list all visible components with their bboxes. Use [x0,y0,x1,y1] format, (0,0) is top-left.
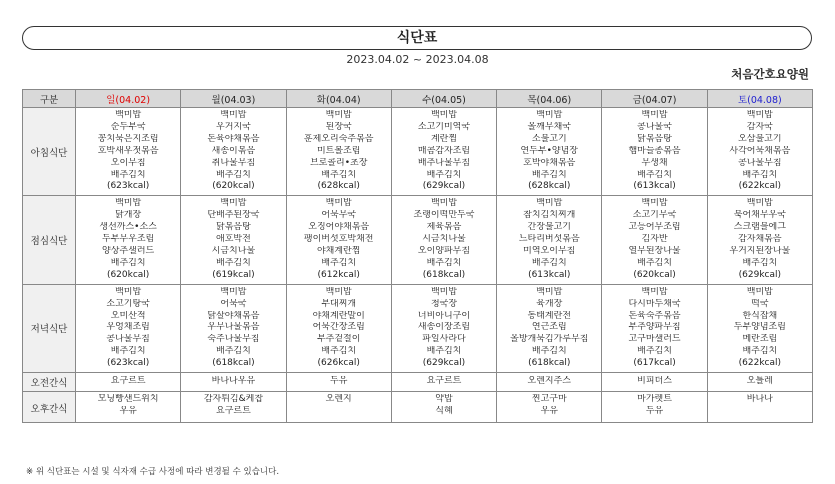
menu-item: 백미밥 [220,198,247,209]
menu-item: 백미밥 [115,110,142,120]
menu-item: 청국장 [430,298,458,309]
menu-item: 고등어무조림 [628,222,681,233]
menu-item: 백미밥 [220,286,247,297]
menu-item: 순두부국 [110,121,146,132]
menu-item: 올방개묵김가루무침 [510,334,589,345]
menu-item: 백미밥 [220,110,247,120]
menu-cell [707,284,812,372]
menu-cell [497,196,602,284]
menu-cell [391,392,496,423]
menu-item: 우유 [119,405,137,416]
menu-cell [391,108,496,196]
menu-item: (617kcal) [633,358,676,369]
menu-item: 오미산적 [110,310,146,321]
menu-cell [497,108,602,196]
menu-item: 취나물무침 [211,157,256,168]
menu-item: 양상추샐러드 [102,245,155,256]
menu-item: 닭개장 [115,210,142,221]
menu-item: 제육볶음 [426,222,462,233]
menu-item: (622kcal) [738,358,782,369]
menu-item: 배추김치 [110,257,146,268]
menu-item: (629kcal) [738,269,782,280]
menu-item: (623kcal) [106,181,150,192]
menu-item: 애호박전 [216,234,251,245]
menu-cell [707,108,812,196]
menu-cell [707,392,812,423]
menu-item: 배추김치 [742,346,778,357]
menu-item: 모닝빵샌드위치 [97,394,159,405]
menu-item: 떡국 [751,298,769,309]
menu-item: (618kcal) [528,358,571,369]
day-header: 화(04.04) [286,90,391,108]
organization-name: 처음간호요양원 [731,67,809,81]
menu-item: (619kcal) [212,269,255,280]
menu-item: 시금치나물 [211,245,256,256]
day-header: 토(04.08) [707,90,812,108]
menu-cell [76,284,181,372]
menu-item: 두유 [645,405,664,416]
menu-item: 요구르트 [110,376,146,387]
menu-item: 생선까스•소스 [99,222,157,233]
menu-item: 우엉채조림 [106,322,150,333]
menu-item: 백미밥 [536,286,563,297]
menu-item: 미트볼조림 [316,145,361,156]
menu-item: 식혜 [435,405,453,416]
menu-item: 배추김치 [216,346,251,357]
menu-cell [602,392,707,423]
menu-cell [181,108,286,196]
menu-cell [181,284,286,372]
menu-item: 돈육야채볶음 [207,133,260,144]
menu-item: 바나나 [746,394,773,405]
menu-cell [497,284,602,372]
menu-item: 콩나물무침 [106,334,150,345]
menu-item: 무생채 [641,157,668,168]
menu-item: 오틀레 [746,376,773,387]
menu-item: 배추김치 [110,346,146,357]
menu-cell [286,108,391,196]
menu-item: (626kcal) [317,358,360,369]
menu-cell [602,108,707,196]
menu-item: 약밥 [435,394,453,405]
menu-cell [602,284,707,372]
menu-cell [602,196,707,284]
menu-item: 부추겉절이 [316,334,361,345]
menu-item: 배추김치 [216,169,251,180]
menu-item: 부추양파무침 [628,322,681,333]
menu-item: 우유 [540,405,558,416]
table-row [23,392,813,423]
menu-item: 백미밥 [115,198,142,209]
menu-item: 오이무침 [110,157,146,168]
menu-item: 계란찜 [430,133,458,144]
menu-item: 간장불고기 [527,222,571,233]
menu-item: 백미밥 [430,286,458,297]
menu-item: 김자반 [641,234,668,245]
menu-cell [497,392,602,423]
menu-cell [181,392,286,423]
menu-item: 배추김치 [637,169,672,180]
menu-item: 브로콜리•초장 [309,157,368,168]
menu-item: (620kcal) [212,181,255,192]
menu-item: 참치김치찌개 [523,210,576,221]
menu-item: 매콤감자조림 [417,145,471,156]
menu-item: 배추김치 [321,257,357,268]
menu-item: 야채계란말이 [312,310,365,321]
menu-item: 오렌지 [325,394,352,405]
menu-item: 배추김치 [110,169,146,180]
menu-item: 백미밥 [641,198,668,209]
menu-cell [391,196,496,284]
menu-item: 백미밥 [746,286,773,297]
menu-item: 한식잡채 [742,310,778,321]
menu-item: 배추김치 [742,257,778,268]
menu-item: (628kcal) [528,181,571,192]
menu-item: 느타리버섯볶음 [518,234,580,245]
menu-item: 백미밥 [536,198,563,209]
menu-item: 다시마두채국 [628,298,681,309]
menu-item: 백미밥 [115,286,142,297]
row-label: 아침식단 [23,108,76,196]
menu-item: 햄마늘종볶음 [628,145,681,156]
menu-item: (629kcal) [422,181,466,192]
menu-item: 호박새우젓볶음 [97,145,159,156]
menu-item: 백미밥 [746,198,773,209]
menu-item: 비피더스 [637,376,672,387]
menu-item: 훈제오리숙주볶음 [303,133,374,144]
table-row [23,373,813,392]
menu-item: 파일사라다 [422,334,466,345]
menu-item: 새송이장조림 [417,322,471,333]
meal-plan-table [22,89,813,423]
menu-item: 감자채볶음 [738,234,782,245]
menu-cell [286,373,391,392]
menu-item: 북어채무우국 [733,210,786,221]
menu-cell [391,284,496,372]
menu-item: 시금치나물 [422,234,466,245]
menu-item: 콩나물무침 [738,157,782,168]
menu-cell [286,284,391,372]
menu-item: 소고기미역국 [417,121,471,132]
menu-item: 어묵간장조림 [312,322,365,333]
menu-item: 사각어묵채볶음 [729,145,791,156]
menu-item: 어묵무국 [321,210,357,221]
menu-item: 배추김치 [426,346,462,357]
menu-item: 백미밥 [325,198,352,209]
menu-item: 배추김치 [531,257,567,268]
menu-item: 두부무우조림 [102,234,155,245]
day-header: 목(04.06) [497,90,602,108]
menu-item: (623kcal) [106,358,150,369]
menu-cell [707,196,812,284]
menu-item: 백미밥 [641,110,668,120]
menu-item: 조랭이떡만두국 [413,210,475,221]
day-header: 일(04.02) [76,90,181,108]
menu-item: (618kcal) [422,269,466,280]
menu-item: (613kcal) [528,269,571,280]
corner-label: 구분 [23,90,76,108]
menu-item: 백미밥 [325,110,352,120]
date-range: 2023.04.02 ~ 2023.04.08 [346,53,489,66]
menu-item: 배추김치 [742,169,778,180]
menu-item: 배추김치 [216,257,251,268]
menu-item: 소불고기 [531,133,567,144]
menu-item: 소고기탕국 [106,298,150,309]
menu-cell [391,373,496,392]
menu-cell [76,108,181,196]
menu-item: (618kcal) [212,358,255,369]
menu-item: (620kcal) [633,269,676,280]
menu-item: 찐고구마 [531,394,567,405]
menu-item: 배추김치 [531,169,567,180]
menu-cell [286,196,391,284]
menu-item: 동태계란전 [527,310,571,321]
menu-item: 배추김치 [426,257,462,268]
menu-item: 백미밥 [325,286,352,297]
menu-item: 미역오이무침 [523,245,576,256]
menu-item: 호박야채볶음 [523,157,576,168]
menu-item: 꽁치묵은지조림 [97,133,159,144]
menu-item: 새송이볶음 [211,145,256,156]
menu-item: 콩나물국 [637,121,672,132]
menu-item: 배추김치 [637,257,672,268]
menu-item: 백미밥 [641,286,668,297]
menu-item: (620kcal) [106,269,150,280]
menu-item: 배추김치 [531,346,567,357]
menu-item: (612kcal) [317,269,360,280]
menu-item: 열무된장나물 [628,245,681,256]
day-header: 금(04.07) [602,90,707,108]
menu-item: 너비아니구이 [417,310,471,321]
row-label: 오전간식 [23,373,76,392]
menu-cell [497,373,602,392]
row-label: 점심식단 [23,196,76,284]
menu-item: 두부양념조림 [733,322,786,333]
table-row [23,284,813,372]
menu-cell [181,196,286,284]
menu-item: 오렌지주스 [527,376,571,387]
menu-item: 백미밥 [746,110,773,120]
menu-item: 돈육숙주볶음 [628,310,681,321]
menu-cell [76,373,181,392]
menu-item: 스크램블에그 [733,222,786,233]
menu-item: (613kcal) [633,181,676,192]
menu-item: 요구르트 [426,376,462,387]
menu-item: (628kcal) [317,181,360,192]
menu-cell [181,373,286,392]
menu-item: 감자튀김&케찹 [203,394,264,405]
menu-item: 고구마샐러드 [628,334,681,345]
menu-item: 오삼불고기 [738,133,782,144]
menu-item: 소고기무국 [632,210,677,221]
menu-item: 우거지된장나물 [729,245,791,256]
page-title: 식단표 [22,26,812,50]
row-label: 오후간식 [23,392,76,423]
menu-item: 배추나물무침 [417,157,471,168]
row-label: 저녁식단 [23,284,76,372]
menu-item: 육개장 [536,298,563,309]
menu-item: 감자국 [746,121,773,132]
menu-item: 연두부•양념장 [520,145,578,156]
menu-cell [602,373,707,392]
menu-item: 배추김치 [321,346,357,357]
menu-item: 두유 [330,376,348,387]
menu-cell [76,196,181,284]
menu-item: 팽이버섯호박채전 [303,234,374,245]
menu-item: 배추김치 [321,169,357,180]
menu-item: 우무나물볶음 [207,322,260,333]
menu-item: (629kcal) [422,358,466,369]
table-body [23,108,813,423]
menu-item: 숙주나물무침 [207,334,260,345]
menu-item: 바나나우유 [211,376,256,387]
menu-item: 부대찌개 [321,298,357,309]
menu-item: 마가렛트 [637,394,672,405]
menu-item: 연근조림 [531,322,567,333]
menu-item: 닭볶음탕 [216,222,251,233]
menu-cell [707,373,812,392]
menu-item: 메란조림 [742,334,778,345]
menu-item: 우거지국 [216,121,251,132]
menu-item: 올깨무채국 [527,121,571,132]
menu-item: 배추김치 [426,169,462,180]
menu-cell [76,392,181,423]
day-header: 월(04.03) [181,90,286,108]
menu-item: 어묵국 [220,298,247,309]
menu-item: 된장국 [325,121,352,132]
day-header: 수(04.05) [391,90,496,108]
menu-item: 요구르트 [216,405,251,416]
menu-item: 백미밥 [430,198,458,209]
menu-item: 백미밥 [536,110,563,120]
footer-note: ※ 위 식단표는 시설 및 식자재 수급 사정에 따라 변경될 수 있습니다. [26,467,280,477]
menu-item: 단배추된장국 [207,210,260,221]
menu-item: 닭볶음탕 [637,133,672,144]
menu-item: 야채계란찜 [316,245,361,256]
table-row [23,108,813,196]
table-header-row [23,90,813,108]
menu-item: 오이양파무침 [417,245,471,256]
menu-item: 닭살야채볶음 [207,310,260,321]
menu-item: (622kcal) [738,181,782,192]
menu-item: 오징어야채볶음 [308,222,370,233]
menu-item: 백미밥 [430,110,458,120]
table-row [23,196,813,284]
menu-cell [286,392,391,423]
menu-item: 배추김치 [637,346,672,357]
